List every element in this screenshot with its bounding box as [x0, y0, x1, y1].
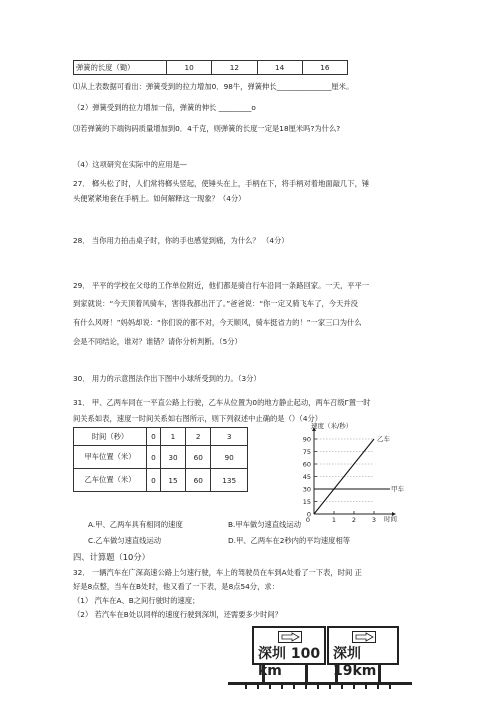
sign-b-text: 深圳 19km — [333, 646, 377, 679]
spring-question-2: （2）弹簧受到的拉力增加一倍，弹簧的伸长 _________o — [73, 103, 256, 112]
question-31-line-1: 31． 甲、乙两车同在一平直公路上行驶，乙车从位置为0的地方静止起动，两车召级Γ置一时 — [73, 398, 371, 407]
option-c: C.乙车做匀速直线运动 — [88, 536, 162, 545]
table-header-cell: 3 — [211, 428, 248, 446]
y-tick-label: 30 — [302, 485, 311, 494]
position-time-table — [73, 427, 248, 492]
question-29-line-1: 29． 平平的学校在父母的工作单位附近，他们都是骑自行车沿同一条路回家。一天，平平一 — [73, 281, 370, 290]
road-sign-b — [327, 626, 399, 679]
question-29-line-2: 到家就说：“今天顶着风骑车，害得我都出汗了。”爸爸说：“你一定又骑飞车了，今天并没 — [73, 299, 358, 308]
table-cell: 90 — [211, 446, 248, 469]
table-cell: 60 — [186, 446, 211, 469]
series-label: 甲车 — [391, 485, 404, 493]
table-header-cell: 2 — [186, 428, 211, 446]
question-31-line-2: 间关系如表，速度一时间关系如右图所示，则下列叙述中止确的是（）（4分） — [73, 414, 323, 423]
velocity-time-chart — [292, 424, 402, 522]
question-29-line-4: 会是不同结论，谁对？谁错？请你分析判断。（5分） — [73, 337, 242, 346]
y-tick-label: 90 — [302, 435, 311, 444]
table-header-cell: 时间（秒） — [74, 428, 147, 446]
x-axis-label: 时间 — [384, 515, 397, 523]
sign-a-text: 深圳 100 km — [258, 646, 321, 679]
y-tick-label: 0 — [306, 510, 311, 519]
question-30: 30． 用力的示意图法作出下图中小球所受到的力。（3分） — [73, 374, 261, 383]
table-cell: 16 — [302, 61, 347, 75]
x-tick-label: 3 — [371, 516, 377, 524]
road-sign-a — [252, 626, 326, 679]
table-cell: 14 — [257, 61, 302, 75]
option-b: B.甲车做匀速直线运动 — [228, 520, 301, 529]
arrow-right-icon — [278, 631, 302, 643]
question-29-line-3: 有什么风呀！”妈妈却说：“你们说的都不对，今天顺风，骑车挺省力的！”一家三口为什么 — [73, 318, 362, 327]
x-tick-label: 2 — [351, 516, 357, 524]
question-32-line-3: （1） 汽车在A、B之间行驶时的速度； — [73, 596, 200, 605]
question-27-line-2: 头便紧紧地套在手柄上。如何解释这一现象？（4分） — [73, 194, 246, 203]
option-d: D.甲、乙两车在2秒内的平均速度相等 — [228, 536, 351, 545]
table-cell: 135 — [211, 469, 248, 492]
table-cell: 乙车位置（米） — [74, 469, 147, 492]
question-27-line-1: 27． 榔头松了时，人们常将榔头竖起，使锤头在上，手柄在下，将手柄对着地面敲几下，锤 — [73, 179, 370, 188]
spring-question-3: ⑶若弹簧的下端钩码质量增加到0．4千克，则弹簧的长度一定是18厘米吗?为什么? — [73, 124, 341, 133]
arrow-right-icon — [352, 631, 376, 643]
table-cell: 12 — [212, 61, 257, 75]
section-4-heading: 四、计算题（10分） — [73, 552, 150, 562]
spring-question-4: （4）这项研究在实际中的应用是— — [73, 160, 188, 169]
table-row — [74, 446, 248, 469]
road-ticks — [245, 685, 395, 689]
table-cell: 0 — [147, 469, 161, 492]
y-tick-label: 15 — [302, 498, 311, 506]
y-axis-label: 速度（米/秒） — [311, 422, 353, 430]
table-cell: 0 — [147, 446, 161, 469]
x-tick-label: 0 — [305, 516, 311, 524]
table-row — [74, 428, 248, 446]
table-header-cell: 1 — [160, 428, 185, 446]
question-32-line-2: 好是8点整，当车在B处时，他又看了一下表，是8点54分，求： — [73, 582, 279, 591]
table-cell: 弹簧的长度（锄） — [74, 61, 167, 75]
table-row — [74, 61, 348, 75]
y-tick-label: 75 — [302, 448, 311, 456]
table-cell: 60 — [186, 469, 211, 492]
table-row — [74, 469, 248, 492]
series-label: 乙车 — [377, 435, 390, 443]
spring-question-1: ⑴从上表数据可看出：弹簧受到的拉力增加0．98牛，弹簧伸长_______________厘米。 — [73, 82, 354, 91]
question-28: 28． 当你用力拍击桌子时，你的手也感觉到痛，为什么？ （4分） — [73, 236, 289, 245]
table-cell: 15 — [160, 469, 185, 492]
table-header-cell: 0 — [147, 428, 161, 446]
table-cell: 30 — [160, 446, 185, 469]
spring-length-table — [73, 60, 348, 75]
question-32-line-4: （2） 若汽车在B处以同样的速度行驶到深圳，还需要多少时间？ — [73, 610, 282, 619]
y-tick-label: 60 — [302, 460, 311, 469]
option-a: A.甲、乙两车具有相同的速度 — [88, 520, 183, 529]
table-cell: 10 — [167, 61, 212, 75]
y-tick-label: 45 — [302, 473, 311, 481]
x-tick-label: 1 — [331, 516, 337, 524]
table-cell: 甲车位置（米） — [74, 446, 147, 469]
question-32-line-1: 32． 一辆汽车在广深高速公路上匀速行驶，车上的驾驶员在车到A处看了一下表，时间 正 — [73, 568, 362, 577]
